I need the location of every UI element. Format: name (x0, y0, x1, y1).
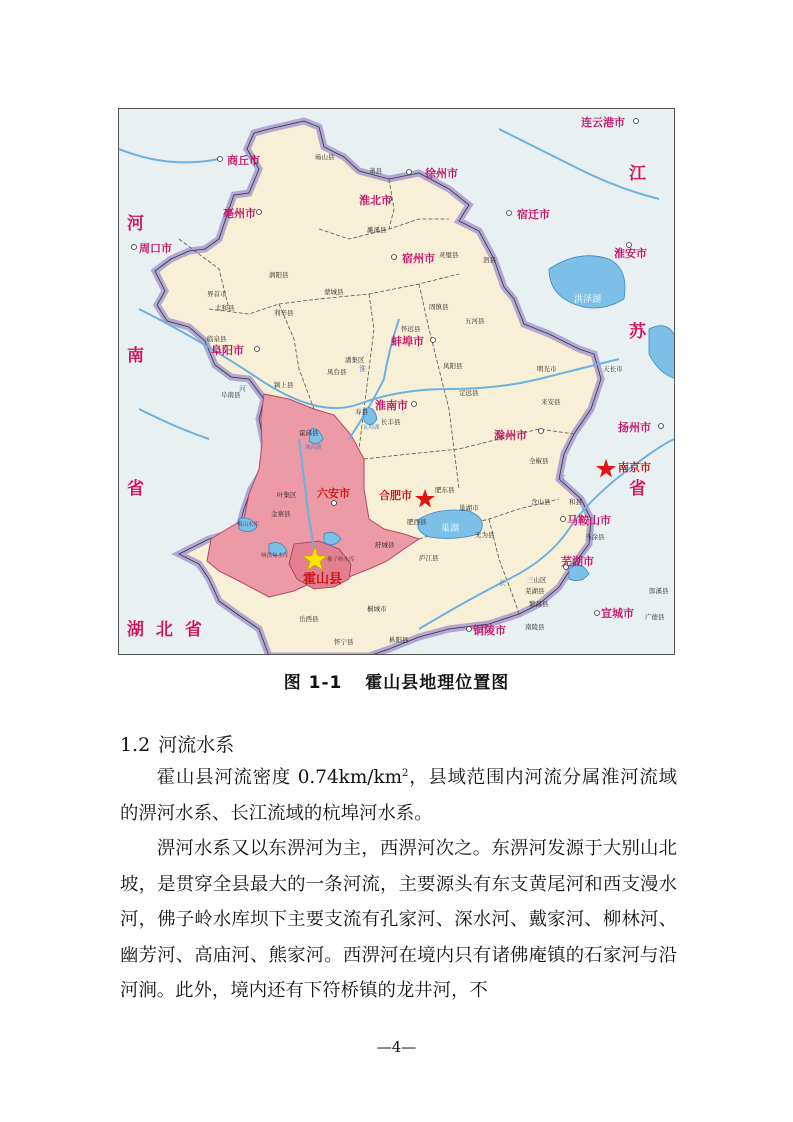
svg-text:太和县: 太和县 (215, 304, 235, 312)
province-label: 省 (127, 479, 144, 499)
superscript: 2 (402, 767, 409, 779)
city-label: 合肥市 (379, 489, 412, 502)
city-label: 宿迁市 (517, 208, 550, 221)
province-label: 苏 (629, 322, 646, 342)
province-label: 江 (629, 164, 646, 184)
svg-text:广德县: 广德县 (645, 613, 665, 621)
svg-text:郎溪县: 郎溪县 (649, 587, 669, 595)
city-label: 阜阳市 (211, 344, 244, 357)
city-label: 宿州市 (402, 252, 435, 265)
city-label: 铜陵市 (473, 624, 506, 637)
lake-label: 瓦埠湖 (363, 425, 380, 431)
svg-text:舒城县: 舒城县 (375, 541, 395, 549)
svg-text:临泉县: 临泉县 (207, 335, 227, 343)
svg-text:界首市: 界首市 (207, 290, 227, 298)
city-label: 商丘市 (227, 154, 260, 167)
river-label: 淮 (359, 365, 366, 373)
body-text (120, 760, 677, 1009)
reservoir-label: 响洪甸水库 (261, 553, 289, 559)
paragraph: 淠河水系又以东淠河为主，西淠河次之。东淠河发源于大别山北坡，是贯穿全县最大的一条河流，主要源头有东支黄尾河和西支漫水河，佛子岭水库坝下主要支流有孔家河、深水河、戴家河、柳林河、幽芳河、高庙河、熊家河。西淠河在境内只有诸佛庵镇的石家河与沿河涧。此外，境内还有下符桥镇的龙井河，不 (120, 838, 677, 1001)
section-title: 河流水系 (158, 734, 235, 756)
lake-label: 巢湖 (441, 524, 460, 534)
reservoir-label: 梅山水库 (237, 522, 260, 528)
paragraph-text: 霍山县河流密度 0.74km/km (156, 767, 403, 788)
svg-text:砀山县: 砀山县 (315, 153, 335, 161)
svg-text:凤阳县: 凤阳县 (443, 362, 463, 370)
svg-text:桐城市: 桐城市 (367, 605, 387, 613)
svg-text:金寨县: 金寨县 (271, 510, 291, 518)
province-label: 南 (127, 346, 144, 366)
city-label: 徐州市 (425, 167, 458, 180)
svg-text:怀远县: 怀远县 (401, 325, 421, 333)
city-label: 南京市 (618, 461, 651, 474)
svg-text:肥东县: 肥东县 (435, 486, 455, 494)
river-label: 长 (499, 579, 506, 587)
city-label: 扬州市 (618, 421, 651, 434)
lake-label: 洪泽湖 (574, 295, 602, 305)
city-label: 淮安市 (614, 247, 647, 260)
svg-text:濉溪县: 濉溪县 (367, 226, 387, 234)
svg-text:和县: 和县 (569, 498, 582, 506)
reservoir-label: 佛子岭水库 (327, 557, 355, 563)
svg-text:五河县: 五河县 (465, 317, 485, 325)
river-label: 江 (559, 475, 566, 483)
figure-caption (0, 668, 793, 693)
city-label: 宣城市 (601, 607, 634, 620)
city-label: 芜湖市 (561, 555, 594, 568)
svg-text:叶集区: 叶集区 (277, 491, 297, 499)
svg-text:蒙城县: 蒙城县 (324, 288, 344, 296)
section-heading (120, 730, 234, 757)
city-label: 淮北市 (359, 194, 392, 207)
svg-text:肥西县: 肥西县 (407, 518, 427, 526)
lake-label: 城西湖 (305, 445, 322, 451)
svg-text:潘集区: 潘集区 (345, 356, 365, 364)
svg-text:三山区: 三山区 (527, 576, 547, 584)
svg-text:枞阳县: 枞阳县 (389, 636, 409, 644)
svg-text:当涂县: 当涂县 (585, 533, 605, 541)
svg-text:含山县: 含山县 (531, 498, 551, 506)
city-label: 周口市 (139, 242, 172, 255)
svg-text:无为县: 无为县 (475, 531, 495, 539)
svg-text:芜湖县: 芜湖县 (525, 587, 545, 595)
location-map (118, 108, 675, 655)
city-label: 亳州市 (223, 207, 256, 220)
map-svg (119, 109, 675, 655)
city-label: 蚌埠市 (391, 335, 424, 348)
svg-text:萧县: 萧县 (369, 167, 382, 175)
paragraph-text: ，县域范围内河流分属淮河流域的淠河水系、长江流域的杭埠河水系。 (120, 767, 677, 824)
city-label: 滁州市 (494, 429, 527, 442)
svg-text:岳西县: 岳西县 (299, 615, 319, 623)
city-label: 马鞍山市 (567, 514, 611, 527)
svg-text:繁昌县: 繁昌县 (529, 600, 549, 608)
svg-text:固镇县: 固镇县 (429, 303, 449, 311)
svg-text:巢湖市: 巢湖市 (459, 504, 479, 512)
city-label: 淮南市 (375, 399, 408, 412)
city-label: 连云港市 (581, 116, 625, 129)
svg-text:全椒县: 全椒县 (529, 457, 549, 465)
svg-text:利辛县: 利辛县 (274, 309, 294, 317)
caption-title: 霍山县地理位置图 (365, 673, 510, 693)
svg-text:寿县: 寿县 (355, 408, 368, 416)
svg-text:长丰县: 长丰县 (381, 418, 401, 426)
svg-text:南陵县: 南陵县 (525, 623, 545, 631)
svg-text:涡阳县: 涡阳县 (269, 271, 289, 279)
province-label: 省 (629, 479, 646, 499)
river-label: 河 (239, 385, 246, 393)
svg-text:来安县: 来安县 (541, 398, 561, 406)
caption-number: 图 1-1 (283, 673, 343, 693)
svg-text:霍邱县: 霍邱县 (299, 429, 319, 437)
section-number: 1.2 (120, 734, 151, 756)
svg-text:颍上县: 颍上县 (274, 381, 294, 389)
svg-text:泗县: 泗县 (483, 256, 496, 264)
svg-text:灵璧县: 灵璧县 (439, 251, 459, 259)
svg-text:庐江县: 庐江县 (419, 554, 439, 562)
svg-text:怀宁县: 怀宁县 (334, 638, 354, 646)
svg-text:定远县: 定远县 (459, 389, 479, 397)
svg-text:阜南县: 阜南县 (221, 391, 241, 399)
huoshan-label: 霍山县 (303, 572, 343, 587)
svg-text:凤台县: 凤台县 (327, 368, 347, 376)
paragraph (120, 760, 677, 831)
svg-text:明光市: 明光市 (537, 365, 557, 373)
city-label: 六安市 (317, 487, 350, 500)
svg-text:天长市: 天长市 (603, 365, 623, 373)
province-label: 河 (127, 214, 144, 234)
page-number: —4— (376, 1038, 417, 1056)
province-label: 湖 北 省 (127, 620, 205, 640)
